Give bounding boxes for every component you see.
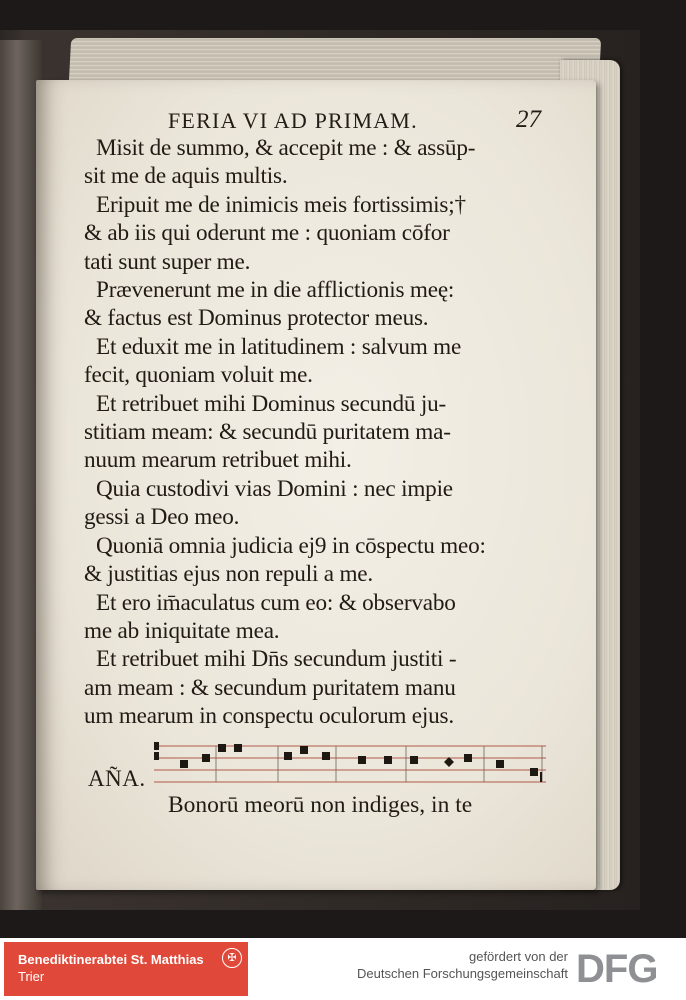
verse-line: fecit, quoniam voluit me. — [84, 362, 313, 389]
antiphon-incipit: Bonorū meorū non indiges, in te — [168, 792, 473, 818]
verse-line: & ab iis qui oderunt me : quoniam cōfor — [84, 220, 450, 247]
footer-bar — [0, 938, 686, 1000]
verse-line: um mearum in conspectu oculorum ejus. — [84, 703, 454, 730]
verse — [84, 589, 546, 646]
running-head: FERIA VI AD PRIMAM. — [168, 108, 418, 133]
antiphon-chant — [84, 736, 554, 796]
verse-line: Et retribuet mihi Dn̄s secundum justiti - — [96, 646, 457, 673]
verse — [84, 390, 546, 475]
verse-line: Prævenerunt me in die afflictionis meę: — [96, 277, 455, 304]
verse-line: Eripuit me de inimicis meis fortissimis;† — [96, 191, 466, 218]
antiphon-label: AÑA. — [88, 766, 146, 791]
page-edges-top — [69, 38, 601, 83]
verse — [84, 134, 546, 191]
verse-line: me ab iniquitate mea. — [84, 617, 280, 644]
institution-badge[interactable] — [4, 942, 248, 996]
verse-line: sit me de aquis multis. — [84, 163, 288, 190]
abbey-seal-icon: ✠ — [222, 948, 242, 968]
verse-line: Et ero im̄aculatus cum eo: & observabo — [96, 589, 456, 616]
verse — [84, 645, 546, 730]
verse-line: & justitias ejus non repuli a me. — [84, 561, 373, 588]
verse — [84, 276, 546, 333]
verse — [84, 532, 546, 589]
page-number: 27 — [516, 106, 541, 133]
staff-notation — [154, 742, 546, 790]
verse-line: Quia custodivi vias Domini : nec impie — [96, 475, 453, 502]
institution-name: Benediktinerabtei St. Matthias — [18, 952, 204, 967]
chant-staff — [154, 742, 546, 790]
verse-line: Misit de summo, & accepit me : & assūp- — [96, 135, 476, 161]
verse-line: Et retribuet mihi Dominus secundū ju- — [96, 390, 447, 417]
verse-line: stitiam meam: & secundū puritatem ma- — [84, 419, 451, 446]
verse-line: am meam : & secundum puritatem manu — [84, 674, 456, 701]
dfg-logo[interactable]: DFG — [576, 947, 658, 991]
funding-line-2: Deutschen Forschungsgemeinschaft — [356, 966, 568, 981]
verse-line: tati sunt super me. — [84, 248, 251, 275]
verse-line: Et eduxit me in latitudinem : salvum me — [96, 333, 462, 360]
institution-city: Trier — [18, 969, 45, 984]
verse-line: Quoniā omnia judicia ej9 in cōspectu meo: — [96, 532, 486, 559]
verse-line: nuum mearum retribuet mihi. — [84, 447, 352, 474]
verse-line: & factus est Dominus protector meus. — [84, 305, 429, 332]
funding-credit — [357, 948, 568, 982]
psalm-text — [84, 134, 546, 731]
verse-line: gessi a Deo meo. — [84, 504, 240, 531]
verse — [84, 191, 546, 276]
verse — [84, 475, 546, 532]
funding-line-1: gefördert von der — [468, 949, 568, 964]
verse — [84, 333, 546, 390]
